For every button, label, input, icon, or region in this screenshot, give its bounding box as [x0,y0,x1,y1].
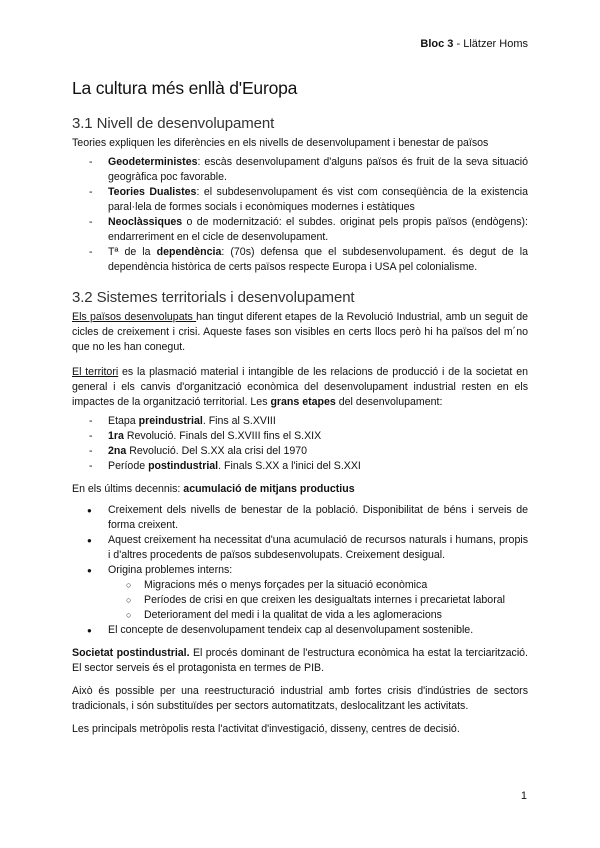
list-item: ● El concepte de desenvolupament tendeix cap al desenvolupament sostenible. [72,623,528,638]
list-item [72,444,528,459]
paragraph-recent-decades [72,482,528,497]
section-heading-3-1: 3.1 Nivell de desenvolupament [72,115,275,132]
stage-prefix: Etapa [108,415,139,427]
term-text: : escàs desenvolupament d'alguns països és fruit de la seva situació geogràfica poc favorable. [108,156,528,183]
stage-name: preindustrial [138,415,203,427]
stages-list [72,414,528,474]
stage-name: 1ra [108,430,124,442]
document-title: La cultura més enllà d'Europa [72,78,298,98]
underlined-text: El territori [72,366,119,378]
list-item-text: Origina problemes interns: [108,564,233,576]
paragraph-metropolis: Les principals metròpolis resta l'activitat d'investigació, disseny, centres de decisió. [72,723,460,735]
sub-list-item: ○ Deteriorament del medi i la qualitat de vida a les aglomeracions [108,608,528,623]
list-item [72,429,528,444]
term-text: : el subdesenvolupament és vist com conseqüència de la existencia paral·lela de formes socials i econòmiques modernes i estàtiques [108,186,528,213]
bold-text: grans etapes [270,396,336,408]
paragraph-text: En els últims decennis: [72,483,184,495]
page-content [72,78,528,737]
stage-prefix: Període [108,460,149,472]
term: Teories Dualistes [108,186,197,198]
header-bloc: Bloc 3 [420,38,454,50]
page-header [420,38,528,50]
list-item [72,245,528,275]
paragraph-text: El procés dominant de l'estructura econòmica ha estat la terciarització. El sector serveis és el protagonista en termes de PIB. [72,647,529,674]
paragraph-territory [72,365,528,410]
theories-list [72,155,528,275]
list-item [72,155,528,185]
stage-name: 2na [108,445,127,457]
header-author: Llätzer Homs [463,38,528,50]
section-heading-3-2: 3.2 Sistemes territorials i desenvolupament [72,289,355,306]
list-item [72,414,528,429]
bold-text: Societat postindustrial. [72,647,190,659]
term-prefix: Tª de la [108,246,157,258]
sub-list-item: ○ Migracions més o menys forçades per la situació econòmica [108,578,528,593]
list-item [72,459,528,474]
stage-text: . Finals S.XX a l'inici del S.XXI [218,460,361,472]
term-text: : (70s) defensa que el subdesenvolupament. és degut de la dependència històrica de certs països respecte Europa i USA pel colonialisme. [108,246,528,273]
bold-text: acumulació de mitjans productius [183,483,355,495]
paragraph-text: han tingut diferent etapes de la Revolució Industrial, amb un seguit de cicles de creixement i crisi. Aqueste fases son visibles en certs llocs però hi ha països del m´no que no les han conegut. [72,311,528,353]
stage-name: postindustrial [148,460,219,472]
header-separator: - [453,38,464,50]
paragraph-text: del desenvolupament: [335,396,443,408]
list-item: ● Aquest creixement ha necessitat d'una acumulació de recursos naturals i humans, propis i d'altres procedents de països subdesenvolupats. Creixement desigual. [72,533,528,563]
paragraph-restructuring: Això és possible per una reestructuració industrial amb fortes crisis d'indústries de sectors tradicionals, i són substituïdes per sectors automatitzats, deslocalitzant les activitats. [72,685,528,712]
list-item [72,185,528,215]
term: Neoclàssiques [108,216,183,228]
term: dependència [156,246,222,258]
section-3-1-intro: Teories expliquen les diferències en els nivells de desenvolupament i benestar de països [72,137,489,149]
term: Geodeterministes [108,156,198,168]
term-text: o de modernització: el subdes. originat pels propis països (endògens): endarreriment en el cicle de desenvolupament. [108,216,528,243]
page-number: 1 [520,790,527,802]
paragraph-developed-countries [72,310,528,355]
paragraph-postindustrial [72,646,528,676]
sub-list-item: ○ Períodes de crisi en que creixen les desigualtats internes i precarietat laboral [108,593,528,608]
list-item [72,215,528,245]
stage-text: Revolució. Del S.XX ala crisi del 1970 [126,445,308,457]
problems-sublist [108,578,528,623]
list-item: ● Creixement dels nivells de benestar de la població. Disponibilitat de béns i serveis de forma creixent. [72,503,528,533]
paragraph-text: es la plasmació material i intangible de les relacions de producció i de la societat en general i els canvis d'organització econòmica del desenvolupament industrial resten en els impactes de la organització territorial. Les [72,366,528,408]
accumulation-list [72,503,528,638]
underlined-text: Els països desenvolupats [72,311,197,323]
stage-text: . Fins al S.XVIII [202,415,276,427]
stage-text: Revolució. Finals del S.XVIII fins el S.XIX [123,430,322,442]
list-item [72,563,528,623]
